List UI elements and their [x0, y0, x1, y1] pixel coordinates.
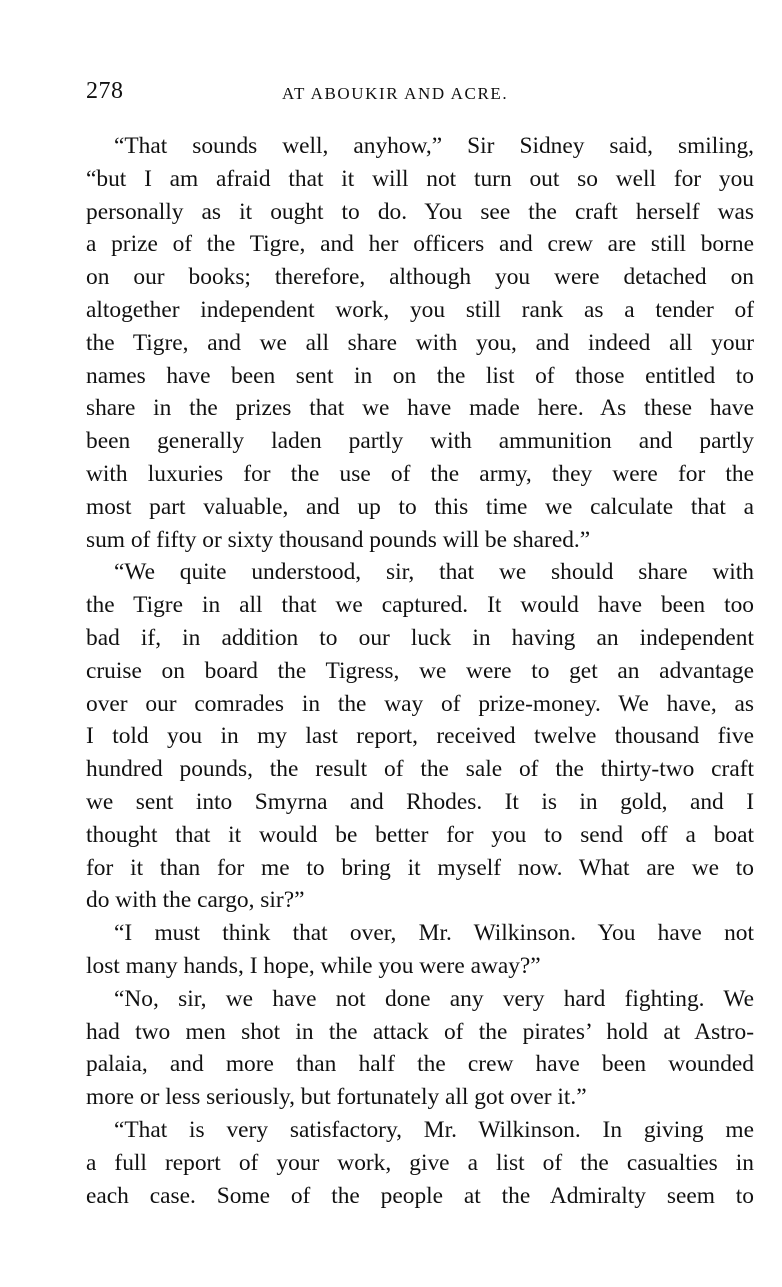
text-line: most part valuable, and up to this time we calculate that a — [86, 493, 754, 520]
text-line: I told you in my last report, received twelve thousand five — [86, 723, 754, 750]
text-line: “We quite understood, sir, that we should share with — [114, 559, 754, 586]
text-line: “That sounds well, anyhow,” Sir Sidney said, smiling, — [114, 133, 754, 159]
text-line: bad if, in addition to our luck in having an independent — [86, 624, 754, 651]
text-line: a full report of your work, give a list of the casualties in — [86, 1149, 754, 1176]
text-line: thought that it would be better for you to send off a boat — [86, 821, 754, 848]
body-text — [86, 130, 754, 1212]
text-line: personally as it ought to do. You see the craft herself was — [86, 198, 754, 225]
text-line: share in the prizes that we have made here. As these have — [86, 395, 754, 422]
page-number: 278 — [86, 78, 124, 104]
text-line: with luxuries for the use of the army, they were for the — [86, 460, 754, 487]
text-line: cruise on board the Tigress, we were to get an advantage — [86, 657, 754, 684]
running-head — [86, 78, 756, 112]
text-line: sum of fifty or sixty thousand pounds will be shared.” — [86, 526, 591, 553]
text-line: lost many hands, I hope, while you were away?” — [86, 952, 541, 979]
text-line: hundred pounds, the result of the sale of the thirty-two craft — [86, 756, 754, 783]
text-line: we sent into Smyrna and Rhodes. It is in gold, and I — [86, 788, 754, 815]
text-line: “That is very satisfactory, Mr. Wilkinson. In giving me — [114, 1116, 754, 1143]
text-line: had two men shot in the attack of the pirates’ hold at Astro- — [86, 1018, 754, 1045]
running-title: AT ABOUKIR AND ACRE. — [282, 84, 509, 103]
text-line: been generally laden partly with ammunition and partly — [86, 428, 754, 455]
text-line: “but I am afraid that it will not turn out so well for you — [86, 165, 754, 192]
text-line: palaia, and more than half the crew have been wounded — [86, 1051, 754, 1078]
text-line: for it than for me to bring it myself now. What are we to — [86, 854, 754, 881]
text-line: “I must think that over, Mr. Wilkinson. You have not — [114, 920, 754, 947]
text-line: altogether independent work, you still rank as a tender of — [86, 296, 754, 323]
text-line: more or less seriously, but fortunately all got over it.” — [86, 1084, 587, 1111]
text-line: the Tigre, and we all share with you, and indeed all your — [86, 329, 754, 356]
text-line: names have been sent in on the list of those entitled to — [86, 362, 754, 389]
text-line: the Tigre in all that we captured. It would have been too — [86, 592, 754, 619]
text-line: do with the cargo, sir?” — [86, 887, 305, 914]
text-line: over our comrades in the way of prize-money. We have, as — [86, 690, 754, 717]
text-line: on our books; therefore, although you were detached on — [86, 264, 754, 291]
text-line: “No, sir, we have not done any very hard fighting. We — [114, 985, 754, 1012]
text-line: each case. Some of the people at the Admiralty seem to — [86, 1182, 754, 1209]
text-line: a prize of the Tigre, and her officers and crew are still borne — [86, 231, 754, 258]
